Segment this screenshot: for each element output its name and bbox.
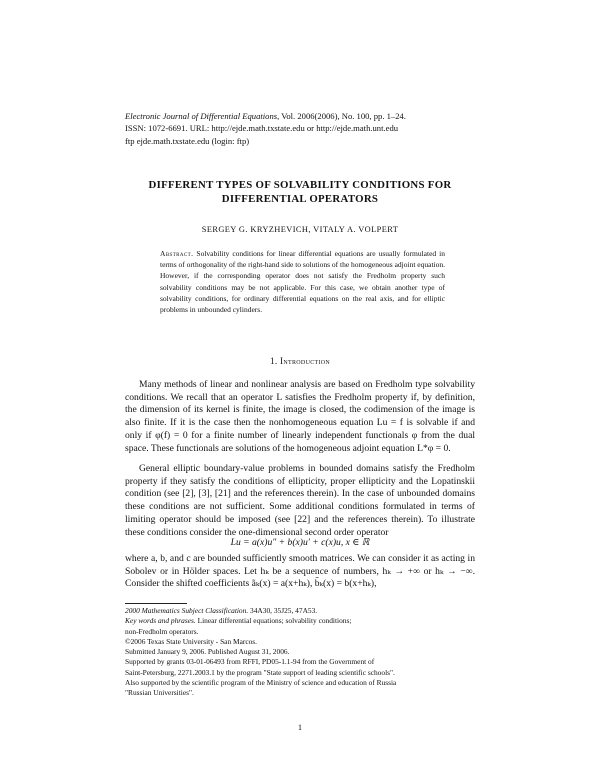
abstract xyxy=(160,248,445,315)
support-line-4: "Russian Universities". xyxy=(125,688,194,698)
keywords: Linear differential equations; solvability conditions; xyxy=(195,616,352,626)
support-line-3: Also supported by the scientific program of the Ministry of science and education of Russia xyxy=(125,678,397,688)
msc-line xyxy=(125,606,475,616)
page-number: 1 xyxy=(297,723,303,732)
operator-equation: Lu = a(x)u″ + b(x)u′ + c(x)u, x ∈ ℝ xyxy=(230,537,370,548)
issn-url-line[interactable]: ISSN: 1072-6691. URL: http://ejde.math.txstate.edu or http://ejde.math.unt.edu xyxy=(125,123,399,134)
section-heading: 1. Introduction xyxy=(269,356,331,366)
intro-paragraph-1: Many methods of linear and nonlinear analysis are based on Fredholm type solvability conditions. We recall that an operator L satisfies the Fredholm property if, by definition, the dimension of its kernel is finite, the image is closed, the codimension of the image is also finite. If it is the case then the nonhomogeneous equation Lu = f is solvable if and only if φ(f) = 0 for a finite number of linearly independent functionals φ from the dual space. These functionals are solutions of the homogeneous adjoint equation L*φ = 0. xyxy=(125,379,475,454)
submission-dates: Submitted January 9, 2006. Published August 31, 2006. xyxy=(125,647,290,657)
authors: SERGEY G. KRYZHEVICH, VITALY A. VOLPERT xyxy=(201,225,399,234)
msc-label: 2000 Mathematics Subject Classification. xyxy=(125,606,249,615)
citation: , Vol. 2006(2006), No. 100, pp. 1–24. xyxy=(277,111,406,121)
paper-title xyxy=(110,178,490,206)
citation-line xyxy=(125,110,475,122)
ftp-line[interactable]: ftp ejde.math.txstate.edu (login: ftp) xyxy=(125,135,250,146)
footnotes xyxy=(125,606,475,699)
support-line-1: Supported by grants 03-01-06493 from RFFI, PD05-1.1-94 from the Government of xyxy=(125,657,375,667)
journal-name: Electronic Journal of Differential Equations xyxy=(125,111,278,121)
title-line-2: DIFFERENTIAL OPERATORS xyxy=(221,193,379,205)
msc-codes: 34A30, 35J25, 47A53. xyxy=(248,606,318,615)
abstract-text: Solvability conditions for linear differential equations are usually formulated in terms of orthogonality of the right-hand side to solutions of the homogeneous adjoint equation. However, if the corresponding operator does not satisfy the Fredholm property such solvability conditions may be not applicable. For this case, we obtain another type of solvability conditions, for ordinary differential equations on the real axis, and for elliptic problems in unbounded cylinders. xyxy=(160,249,446,315)
intro-paragraph-3: where a, b, and c are bounded sufficiently smooth matrices. We can consider it as acting in Sobolev or in Hölder spaces. Let hₖ be a sequence of numbers, hₖ → +∞ or hₖ → −∞. Consider the shifted coefficients ãₖ(x) = a(x+hₖ), b̃ₖ(x) = b(x+hₖ), xyxy=(125,553,475,590)
title-line-1: DIFFERENT TYPES OF SOLVABILITY CONDITIONS FOR xyxy=(148,179,452,191)
keywords-line-2: non-Fredholm operators. xyxy=(125,626,199,636)
abstract-label: Abstract. xyxy=(160,249,194,258)
footnote-rule xyxy=(125,603,187,604)
support-line-2: Saint-Petersburg, 2271.2003.1 by the program "State support of leading scientific schools". xyxy=(125,667,395,677)
copyright: ©2006 Texas State University - San Marcos. xyxy=(125,636,258,646)
journal-header xyxy=(125,110,475,147)
intro-paragraph-2: General elliptic boundary-value problems in bounded domains satisfy the Fredholm property if they satisfy the conditions of ellipticity, proper ellipticity and the Lopatinskii condition (see [2], [3], [21] and the references therein). In the case of unbounded domains these conditions are not sufficient. Some additional conditions formulated in terms of limiting operator should be imposed (see [22] and the references therein). To illustrate these conditions consider the one-dimensional second order operator xyxy=(125,463,475,538)
keywords-label: Key words and phrases. xyxy=(125,616,196,626)
keywords-line xyxy=(125,616,475,626)
